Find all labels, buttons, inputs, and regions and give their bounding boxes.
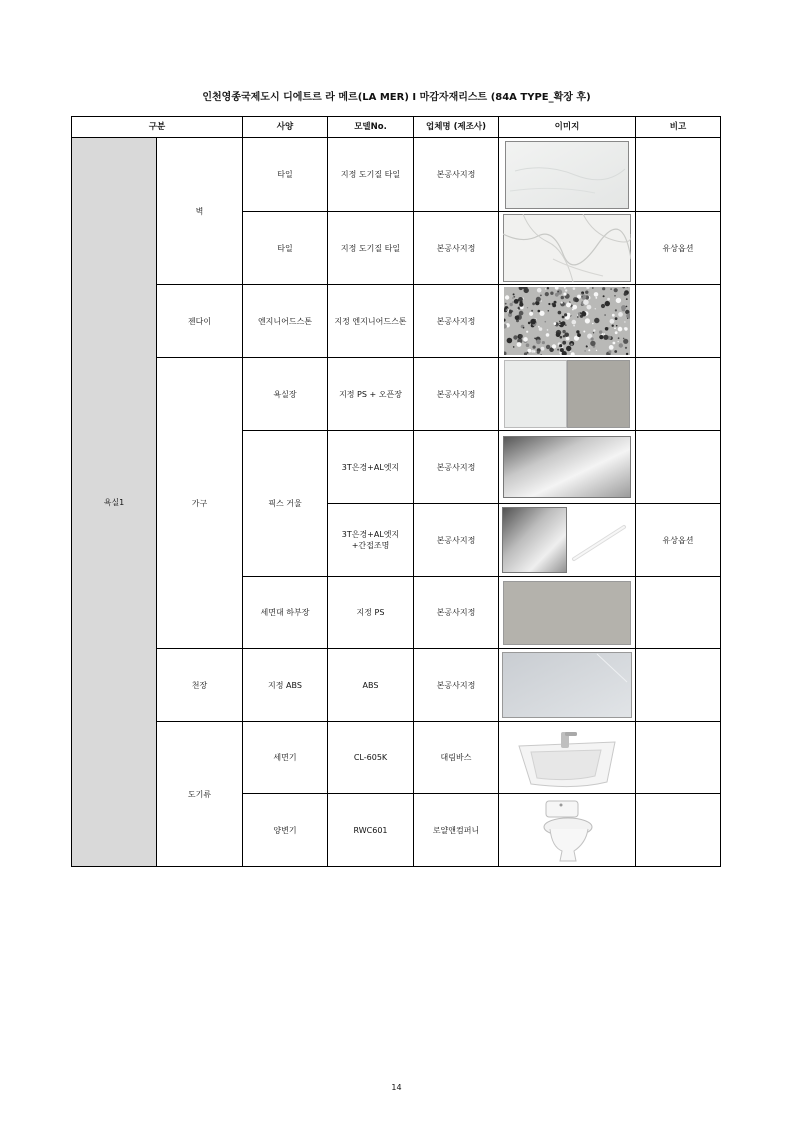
- row-4-image-cell: [498, 430, 636, 504]
- row-5-model: 3T은경+AL엣지 +간접조명: [327, 503, 414, 577]
- row-8-spec: 세면기: [242, 721, 328, 794]
- row-7-note: [635, 648, 721, 722]
- toilet-image: [536, 797, 598, 863]
- mirror-with-light-image: [502, 507, 632, 573]
- row-0-model: 지정 도기질 타일: [327, 137, 414, 212]
- row-2-image-cell: [498, 284, 636, 358]
- row-8-note: [635, 721, 721, 794]
- row-3-model: 지정 PS + 오픈장: [327, 357, 414, 431]
- row-2-maker: 본공사지정: [413, 284, 499, 358]
- row-7-spec: 지정 ABS: [242, 648, 328, 722]
- row-5-maker: 본공사지정: [413, 503, 499, 577]
- row-9-note: [635, 793, 721, 867]
- row-6-spec: 세면대 하부장: [242, 576, 328, 649]
- marble-tile-image: [503, 214, 631, 282]
- row-8-image-cell: [498, 721, 636, 794]
- cabinet-swatches-image: [504, 360, 630, 428]
- row-0-image-cell: [498, 137, 636, 212]
- row-9-image-cell: [498, 793, 636, 867]
- row-1-model: 지정 도기질 타일: [327, 211, 414, 285]
- row-0-maker: 본공사지정: [413, 137, 499, 212]
- group-jendai: 젠다이: [156, 284, 243, 358]
- row-8-model: CL-605K: [327, 721, 414, 794]
- row-9-spec: 양변기: [242, 793, 328, 867]
- row-3-image-cell: [498, 357, 636, 431]
- row-3-maker: 본공사지정: [413, 357, 499, 431]
- mirror-image: [503, 436, 631, 498]
- row-9-maker: 로얄앤컴퍼니: [413, 793, 499, 867]
- header-category: 구분: [71, 116, 243, 138]
- ceiling-panel-image: [502, 652, 632, 718]
- row-1-note: 유상옵션: [635, 211, 721, 285]
- row-0-note: [635, 137, 721, 212]
- group-ceramics: 도기류: [156, 721, 243, 867]
- row-4-note: [635, 430, 721, 504]
- gray-panel-image: [503, 581, 631, 645]
- row-3-spec: 욕실장: [242, 357, 328, 431]
- header-model: 모델No.: [327, 116, 414, 138]
- header-image: 이미지: [498, 116, 636, 138]
- room-cell: 욕실1: [71, 137, 157, 867]
- row-1-spec: 타일: [242, 211, 328, 285]
- page-title: 인천영종국제도시 디에트르 라 메르(LA MER) I 마감자재리스트 (84A TYPE_확장 후): [202, 92, 591, 103]
- row-7-maker: 본공사지정: [413, 648, 499, 722]
- row-3-note: [635, 357, 721, 431]
- row-2-spec: 엔지니어드스톤: [242, 284, 328, 358]
- row-7-model: ABS: [327, 648, 414, 722]
- row-2-note: [635, 284, 721, 358]
- row-6-note: [635, 576, 721, 649]
- row-9-model: RWC601: [327, 793, 414, 867]
- white-marble-tile-image: [505, 141, 629, 209]
- row-5-note: 유상옵션: [635, 503, 721, 577]
- row-2-model: 지정 엔지니어드스톤: [327, 284, 414, 358]
- row-0-spec: 타일: [242, 137, 328, 212]
- speckled-stone-image: [504, 287, 630, 355]
- row-5-image-cell: [498, 503, 636, 577]
- header-maker: 업체명 (제조사): [413, 116, 499, 138]
- row-6-image-cell: [498, 576, 636, 649]
- row-6-model: 지정 PS: [327, 576, 414, 649]
- row-1-image-cell: [498, 211, 636, 285]
- header-note: 비고: [635, 116, 721, 138]
- row-8-maker: 대림바스: [413, 721, 499, 794]
- group-furniture: 가구: [156, 357, 243, 649]
- group-ceiling: 천장: [156, 648, 243, 722]
- washbasin-image: [515, 724, 619, 792]
- row-7-image-cell: [498, 648, 636, 722]
- page-number: 14: [391, 1083, 402, 1092]
- group-wall: 벽: [156, 137, 243, 285]
- row-4-maker: 본공사지정: [413, 430, 499, 504]
- row-4-model: 3T은경+AL엣지: [327, 430, 414, 504]
- row-4-spec: 픽스 거울: [242, 430, 328, 577]
- row-6-maker: 본공사지정: [413, 576, 499, 649]
- row-1-maker: 본공사지정: [413, 211, 499, 285]
- header-spec: 사양: [242, 116, 328, 138]
